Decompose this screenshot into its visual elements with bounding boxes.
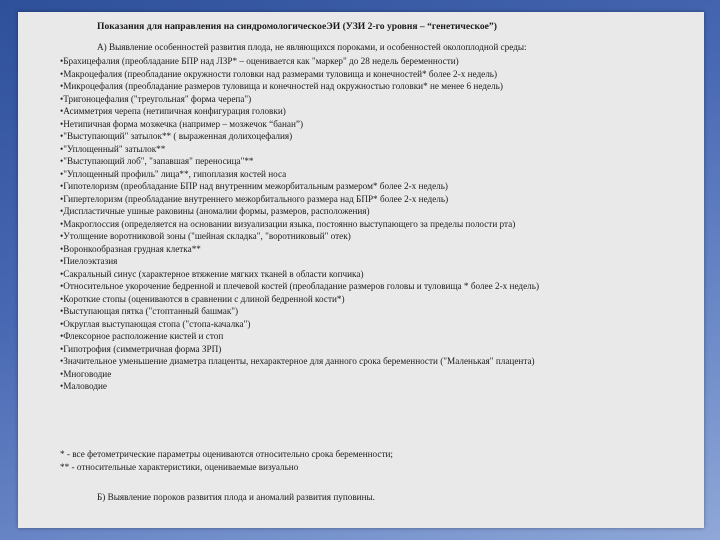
list-item: •Гипотелоризм (преобладание БПР над внутренним межорбитальным размером* более 2-х недель) (60, 181, 448, 191)
list-item: •Нетипичная форма мозжечка (например – мозжечок “банан”) (60, 118, 304, 129)
page-title: Показания для направления на синдромологическоеЭИ (УЗИ 2-го уровня – “генетическое”) (97, 21, 497, 32)
list-item: •Гипотрофия (симметричная форма ЗРП) (60, 343, 222, 354)
list-item: •Короткие стопы (оцениваются в сравнении с длиной бедренной кости*) (60, 293, 345, 304)
list-item: •Брахицефалия (преобладание БПР над ЛЗР* – оценивается как "маркер" до 28 недель беременности) (60, 56, 459, 66)
list-item: •"Выступающий лоб", "запавшая" переносица"** (60, 156, 254, 166)
footnote-double-star: ** - относительные характеристики, оцениваемые визуально (60, 461, 299, 472)
list-item: •Округлая выступающая стопа ("стопа-качалка") (60, 318, 251, 329)
list-item: •"Уплощенный профиль" лица**, гипоплазия костей носа (60, 168, 287, 179)
list-item: •Утолщение воротниковой зоны ("шейная складка", "воротниковый" отек) (60, 231, 351, 241)
list-item: •Макроцефалия (преобладание окружности головки над размерами туловища и конечностей* более 2-х недель) (60, 68, 498, 79)
list-item: •Гипертелоризм (преобладание внутреннего межорбитального размера над БПР* более 2-х недель) (60, 193, 449, 204)
list-item: •Флексорное расположение кистей и стоп (60, 331, 224, 341)
list-item: •Многоводие (60, 368, 112, 379)
list-item: •Диспластичные ушные раковины (аномалии формы, размеров, расположения) (60, 206, 370, 216)
list-item: •Асимметрия черепа (нетипичная конфигурация головки) (60, 106, 286, 116)
list-item: •Значительное уменьшение диаметра плаценты, нехарактерное для данного срока беременности ("Маленькая" плацента) (60, 356, 535, 366)
list-item: •Сакральный синус (характерное втяжение мягких тканей в области копчика) (60, 268, 364, 279)
list-item: •"Выступающий" затылок** ( выраженная долихоцефалия) (60, 131, 293, 141)
list-item: •Воронкообразная грудная клетка** (60, 243, 201, 254)
list-item: •Тригоноцефалия ("треугольная" форма черепа") (60, 93, 252, 104)
list-item: •Маловодие (60, 381, 107, 391)
list-item: •Макроглоссия (определяется на основании визуализации языка, постоянно выступающего за пределы полости рта) (60, 218, 516, 229)
footnote-single-star: * - все фетометрические параметры оцениваются относительно срока беременности; (60, 449, 393, 459)
list-item: •Пиелоэктазия (60, 256, 118, 266)
list-item: •"Уплощенный" затылок** (60, 143, 166, 154)
list-item: •Выступающая пятка ("стоптанный башмак") (60, 306, 239, 316)
footnotes (60, 448, 393, 473)
list-item: •Микроцефалия (преобладание размеров туловища и конечностей над окружностью головки* не менее 6 недель) (60, 81, 503, 91)
section-b-heading: Б) Выявление пороков развития плода и аномалий развития пуповины. (97, 492, 375, 502)
indication-list (60, 55, 539, 393)
section-a-heading: А) Выявление особенностей развития плода, не являющихся пороками, и особенностей околоплодной среды: (97, 42, 527, 52)
list-item: •Относительное укорочение бедренной и плечевой костей (преобладание размеров головы и туловища * более 2-х недель) (60, 281, 540, 291)
